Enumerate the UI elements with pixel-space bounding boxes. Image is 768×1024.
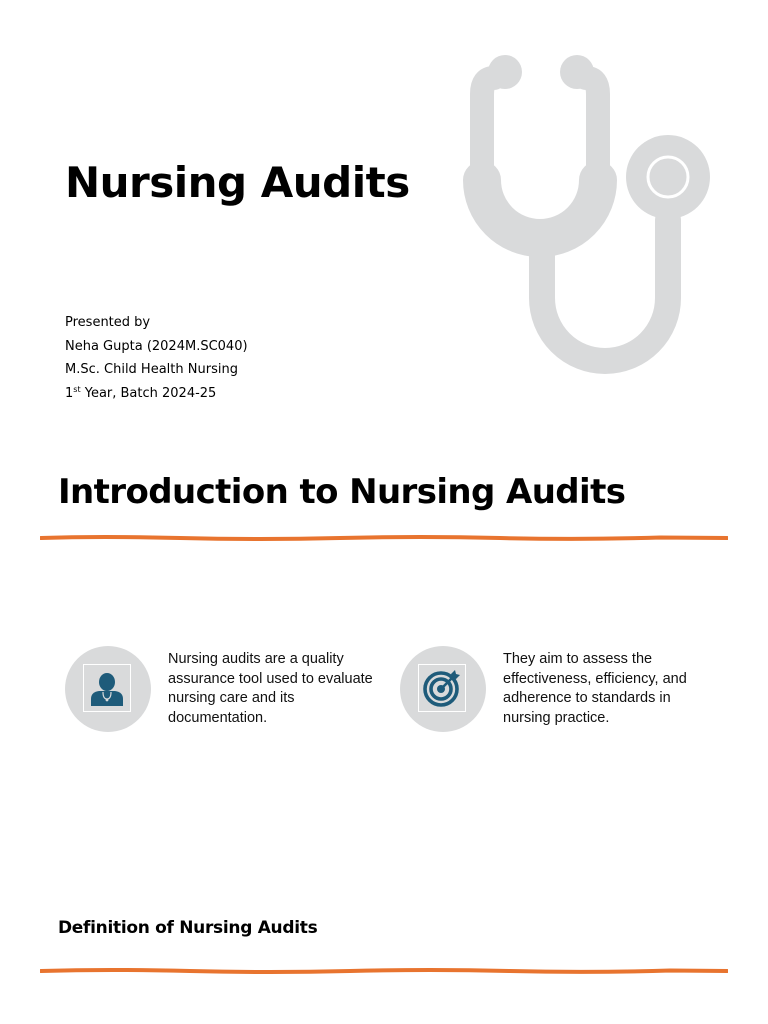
target-icon-badge xyxy=(400,646,486,732)
presenter-name: Neha Gupta (2024M.SC040) xyxy=(65,338,248,354)
stethoscope-icon xyxy=(455,50,715,380)
presenter-details xyxy=(65,311,248,405)
program-name: M.Sc. Child Health Nursing xyxy=(65,362,238,377)
batch-text: Year, Batch 2024-25 xyxy=(80,385,217,401)
intro-section-title: Introduction to Nursing Audits xyxy=(58,472,626,512)
intro-point-text-1: Nursing audits are a quality assurance tool used to evaluate nursing care and its documentation. xyxy=(168,651,373,726)
target-icon-frame xyxy=(418,664,466,712)
year-number: 1 xyxy=(65,385,74,401)
presentation-title: Nursing Audits xyxy=(65,158,410,207)
definition-section-title: Definition of Nursing Audits xyxy=(58,918,318,938)
presented-by-label: Presented by xyxy=(65,315,151,330)
intro-point-text-2: They aim to assess the effectiveness, efficiency, and adherence to standards in nursing practice. xyxy=(503,651,687,726)
nurse-icon-badge xyxy=(65,646,151,732)
year-ordinal-suffix: st xyxy=(73,384,81,394)
nurse-icon-frame xyxy=(83,664,131,712)
nurse-person-icon xyxy=(89,669,125,707)
accent-divider xyxy=(40,534,728,542)
accent-divider xyxy=(40,967,728,975)
title-slide xyxy=(0,0,768,420)
target-icon xyxy=(422,668,462,708)
batch-info xyxy=(65,382,248,406)
